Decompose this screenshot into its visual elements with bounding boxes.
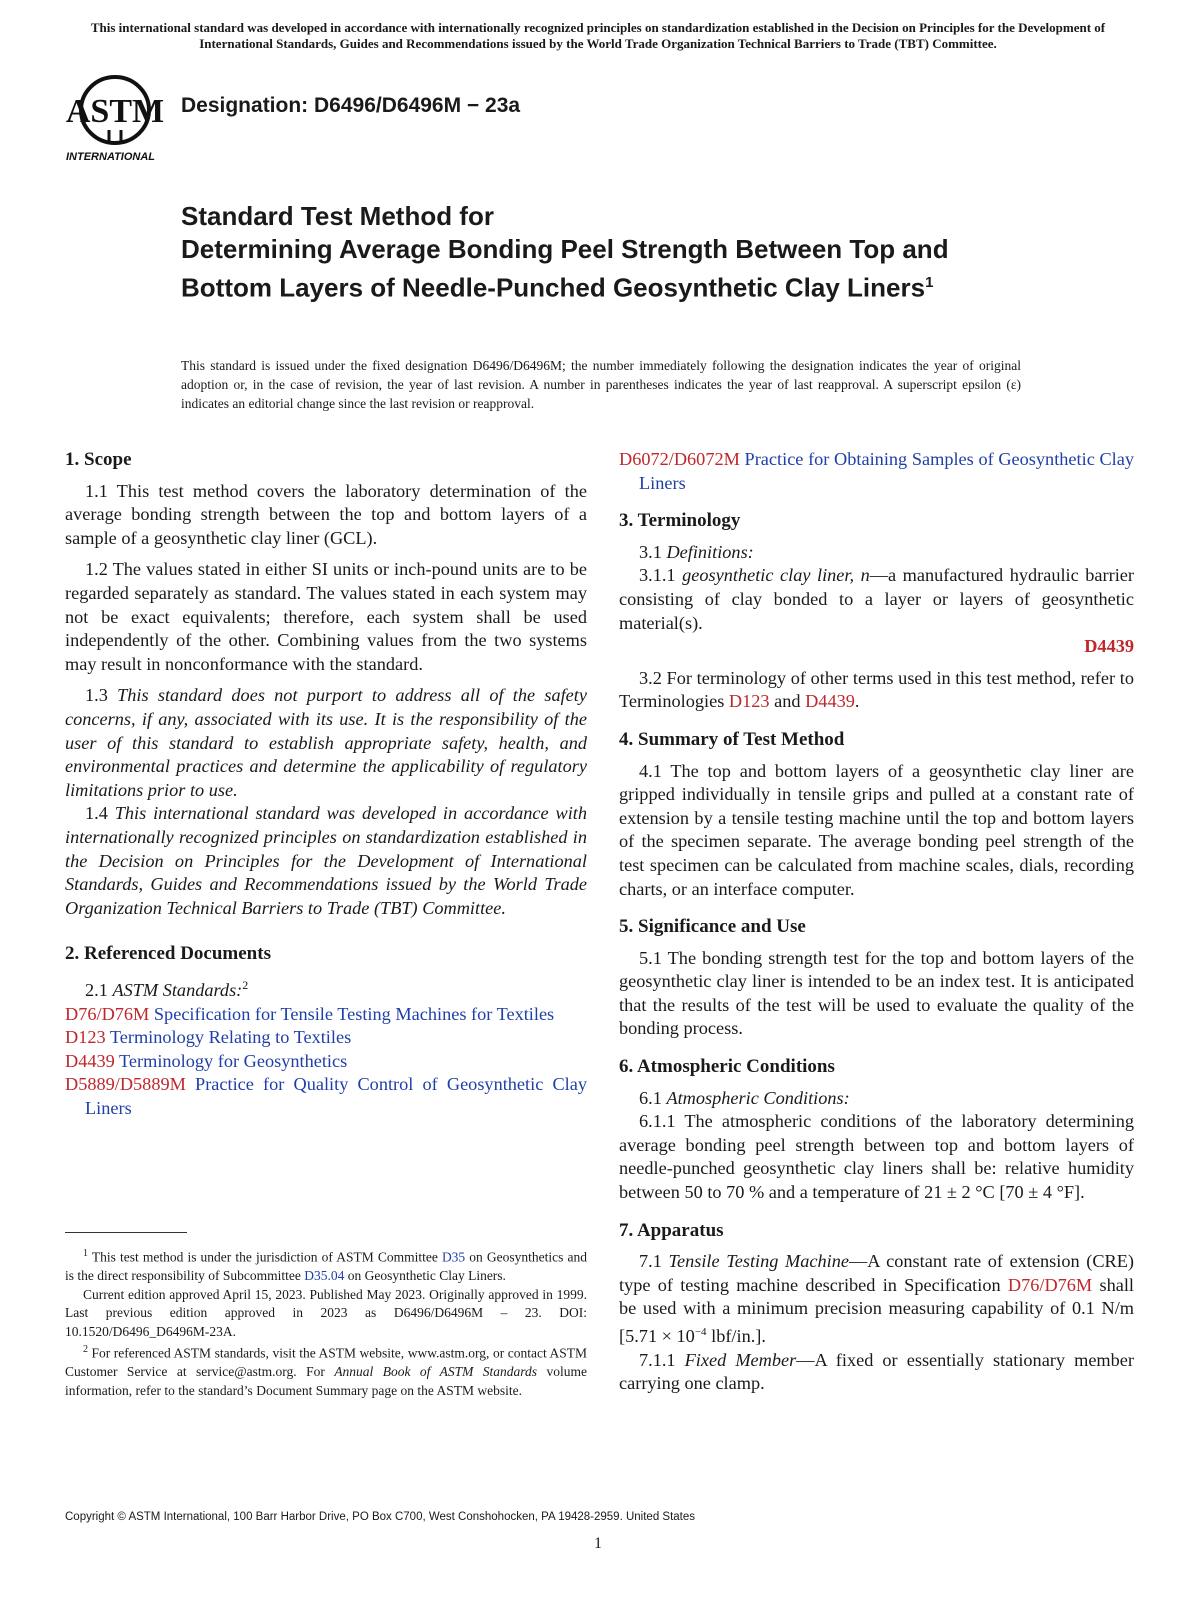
reference-link[interactable]: D76/D76M [1007, 1274, 1093, 1295]
paragraph-1-4-text: This international standard was developed in accordance with internationally recognized principles on standardization established in the Decision on Principles for the Development of International Standards, Guides and Recommendations issued by the World Trade Organization Technical Barriers to Trade (TBT) Committee. [65, 803, 587, 918]
exponent: −4 [694, 1326, 707, 1338]
footnotes [65, 1245, 587, 1400]
footnote-2 [65, 1341, 587, 1400]
reference-title[interactable]: Practice for Obtaining Samples of Geosynthetic Clay Liners [639, 449, 1134, 493]
reference-link[interactable]: D123 [728, 691, 770, 712]
section-heading-apparatus: 7. Apparatus [619, 1219, 724, 1241]
reference-title[interactable]: Practice for Quality Control of Geosynthetic Clay Liners [85, 1074, 587, 1118]
section-significance [619, 915, 1134, 1041]
section-apparatus [619, 1219, 1134, 1396]
section-heading-significance: 5. Significance and Use [619, 916, 806, 938]
left-column [65, 448, 587, 1135]
paragraph-6-1 [619, 1087, 1134, 1111]
reference-code[interactable]: D76/D76M [65, 1003, 150, 1024]
issuance-note: This standard is issued under the fixed designation D6496/D6496M; the number immediately following the designation indicates the year of original adoption or, in the case of revision, the year of last revision. A number in parentheses indicates the year of last reapproval. A superscript epsilon (ε) indicates an editorial change since the last revision or reapproval. [181, 358, 1021, 411]
paragraph-3-1 [619, 541, 1134, 565]
astm-logo-mark [62, 72, 168, 168]
paragraph-number: 1.4 [85, 803, 108, 824]
title-footnote-marker: 1 [925, 274, 934, 291]
paragraph-1-3 [65, 684, 587, 802]
reference-link[interactable]: D4439 [805, 691, 855, 712]
reference-item[interactable] [65, 1026, 587, 1050]
paragraph-number: 7.1.1 [639, 1349, 676, 1370]
standard-title [181, 200, 1041, 305]
paragraph-7-1-text: lbf/in.]. [711, 1326, 766, 1347]
footnote-1 [65, 1245, 587, 1286]
reference-title[interactable]: Terminology Relating to Textiles [109, 1027, 352, 1048]
paragraph-3-1-text: Definitions: [666, 541, 754, 562]
section-heading-referenced: 2. Referenced Documents [65, 943, 271, 965]
paragraph-1-2: 1.2 The values stated in either SI units or inch-pound units are to be regarded separately as standard. The values stated in each system may not be exact equivalents; therefore, each system shall be used independently of the other. Combining values from the two systems may result in nonconformance with the standard. [65, 559, 587, 674]
paragraph-2-1 [65, 974, 587, 1003]
footnote-2-text: volume information, refer to the standard’s Document Summary page on the ASTM website. [65, 1364, 587, 1398]
astm-logo [62, 72, 168, 168]
paragraph-1-3-text: This standard does not purport to address all of the safety concerns, if any, associated with its use. It is the responsibility of the user of this standard to establish appropriate safety, health, and environmental practices and determine the applicability of regulatory limitations prior to use. [65, 685, 587, 800]
paragraph-6-1-text: Atmospheric Conditions: [666, 1087, 850, 1108]
footnote-1-text: This test method is under the jurisdiction of ASTM Committee [91, 1249, 438, 1265]
section-scope [65, 448, 587, 920]
reference-code[interactable]: D6072/D6072M [619, 449, 740, 469]
section-referenced-documents [65, 942, 587, 1120]
definition-source-link[interactable]: D4439 [1084, 636, 1134, 657]
reference-code[interactable]: D123 [65, 1027, 106, 1048]
footnote-2-italic: Annual Book of ASTM Standards [334, 1364, 538, 1379]
section-summary [619, 728, 1134, 901]
paragraph-number: 6.1 [639, 1087, 662, 1108]
right-column [619, 448, 1134, 1410]
paragraph-7-1-1-text: —A fixed or essentially stationary member carrying one clamp. [619, 1349, 1134, 1394]
section-terminology [619, 509, 1134, 714]
paragraph-number: 3.1.1 [639, 565, 676, 586]
paragraph-4-1: 4.1 The top and bottom layers of a geosynthetic clay liner are gripped individually in tensile grips and pulled at a constant rate of extension by a tensile testing machine until the top and bottom layers of the specimen separate. The average bonding peel strength of the test specimen can be calculated from machine scales, dials, recording charts, or an interface computer. [619, 760, 1134, 899]
designation: Designation: D6496/D6496M − 23a [181, 94, 521, 117]
paragraph-7-1-text: —A constant rate of extension (CRE) type of testing machine described in Specification [619, 1251, 1134, 1295]
conjunction: and [774, 691, 801, 712]
footnote-marker: 1 [83, 1248, 88, 1259]
definition-text: —a manufactured hydraulic barrier consisting of clay bonded to a layer or layers of geosynthetic material(s). [619, 565, 1134, 633]
section-heading-scope: 1. Scope [65, 449, 132, 470]
paragraph-7-1-text: shall be used with a minimum precision measuring capability of 0.1 N/m [5.71 × 10 [619, 1274, 1134, 1347]
section-heading-summary: 4. Summary of Test Method [619, 728, 845, 750]
reference-code[interactable]: D5889/D5889M [65, 1074, 186, 1095]
top-notice: This international standard was developed in accordance with internationally recognized principles on standardization established in the Decision on Principles for the Development of International Standards, Guides and Recommendations issued by the World Trade Organization Technical Barriers to Trade (TBT) Committee. [90, 20, 1106, 51]
paragraph-number: 7.1 [639, 1251, 662, 1272]
paragraph-1-4 [65, 802, 587, 920]
section-atmospheric [619, 1055, 1134, 1205]
footnote-marker: 2 [242, 977, 249, 992]
paragraph-7-1 [619, 1250, 1134, 1348]
defined-term: Tensile Testing Machine [668, 1251, 850, 1272]
paragraph-5-1: 5.1 The bonding strength test for the top and bottom layers of the geosynthetic clay liner is intended to be an index test. It is anticipated that the results of the test will be used to evaluate the quality of the bonding process. [619, 947, 1134, 1039]
subcommittee-link[interactable]: D35.04 [304, 1268, 345, 1283]
paragraph-number: 2.1 [85, 979, 108, 1000]
reference-item[interactable] [65, 1050, 587, 1074]
footnote-1-text: on Geosynthetic Clay Liners. [347, 1268, 506, 1283]
footnote-divider [65, 1232, 187, 1233]
reference-item[interactable] [65, 1003, 587, 1027]
paragraph-6-1-1: 6.1.1 The atmospheric conditions of the laboratory determining average bonding peel strength between top and bottom layers of needle-punched geosynthetic clay liners shall be: relative humidity between 50 to 70 % and a temperature of 21 ± 2 °C [70 ± 4 °F]. [619, 1111, 1134, 1203]
paragraph-2-1-text: ASTM Standards: [112, 979, 243, 1000]
logo-text: ASTM [65, 93, 165, 130]
title-line-2: Determining Average Bonding Peel Strength Between Top and Bottom Layers of Needle-Punched Geosynthetic Clay Liners [181, 234, 949, 303]
reference-title[interactable]: Terminology for Geosynthetics [119, 1050, 348, 1071]
defined-term: geosynthetic clay liner, n [682, 565, 870, 586]
paragraph-number: 1.3 [85, 685, 108, 706]
reference-code[interactable]: D4439 [65, 1050, 115, 1071]
reference-item[interactable] [619, 448, 1134, 495]
punctuation: . [854, 691, 860, 712]
page-number: 1 [594, 1535, 602, 1552]
committee-link[interactable]: D35 [441, 1249, 466, 1265]
paragraph-7-1-1 [619, 1349, 1134, 1396]
reference-continued [619, 448, 1134, 495]
copyright: Copyright © ASTM International, 100 Barr Harbor Drive, PO Box C700, West Conshohocken, PA 19428-2959. United States [65, 1511, 696, 1523]
footnote-marker: 2 [83, 1344, 88, 1355]
footnote-1-text: on Geosynthetics and is the direct responsibility of Subcommittee [65, 1249, 587, 1283]
footnote-edition: Current edition approved April 15, 2023. Published May 2023. Originally approved in 1999. Last previous edition approved in 2023 as D6496/D6496M – 23. DOI: 10.1520/D6496_D6496M-23A. [65, 1286, 587, 1339]
defined-term: Fixed Member [684, 1349, 797, 1370]
logo-subtext: INTERNATIONAL [66, 151, 156, 163]
reference-item[interactable] [65, 1073, 587, 1120]
paragraph-3-2 [619, 667, 1134, 714]
footnote-2-text: For referenced ASTM standards, visit the ASTM website, www.astm.org, or contact ASTM Customer Service at service@astm.org. For [65, 1345, 587, 1379]
paragraph-3-2-text: 3.2 For terminology of other terms used in this test method, refer to Terminologies [619, 667, 1134, 712]
reference-title[interactable]: Specification for Tensile Testing Machines for Textiles [153, 1003, 555, 1024]
paragraph-3-1-1 [619, 564, 1134, 658]
paragraph-number: 3.1 [639, 541, 662, 562]
paragraph-1-1: 1.1 This test method covers the laboratory determination of the average bonding strength between the top and bottom layers of a sample of a geosynthetic clay liner (GCL). [65, 480, 587, 548]
section-heading-atmospheric: 6. Atmospheric Conditions [619, 1056, 835, 1078]
section-heading-terminology: 3. Terminology [619, 510, 741, 532]
title-line-1: Standard Test Method for [181, 201, 494, 231]
